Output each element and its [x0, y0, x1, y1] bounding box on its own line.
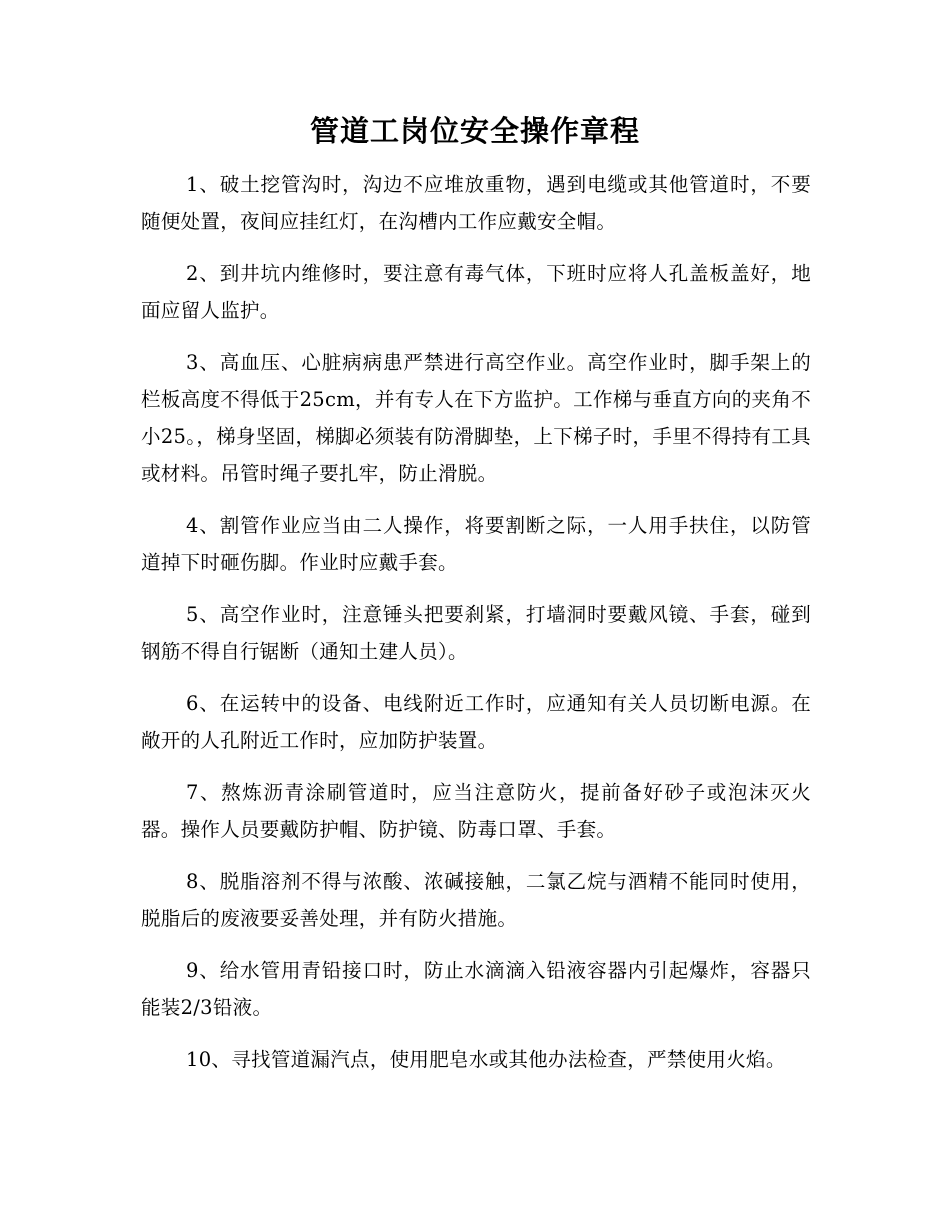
rule-paragraph-9: 9、给水管用青铅接口时，防止水滴滴入铅液容器内引起爆炸，容器只能装2/3铅液。	[141, 959, 811, 1019]
rule-paragraph-5: 5、高空作业时，注意锤头把要刹紧，打墙洞时要戴风镜、手套，碰到钢筋不得自行锯断（通知土建人员）。	[141, 603, 811, 663]
rule-paragraph-1: 1、破土挖管沟时，沟边不应堆放重物，遇到电缆或其他管道时，不要随便处置，夜间应挂红灯，在沟槽内工作应戴安全帽。	[141, 173, 811, 233]
rule-paragraph-2: 2、到井坑内维修时，要注意有毒气体，下班时应将人孔盖板盖好，地面应留人监护。	[141, 262, 811, 322]
rule-paragraph-4: 4、割管作业应当由二人操作，将要割断之际，一人用手扶住，以防管道掉下时砸伤脚。作业时应戴手套。	[141, 514, 811, 574]
rule-paragraph-3: 3、高血压、心脏病病患严禁进行高空作业。高空作业时，脚手架上的栏板高度不得低于25cm，并有专人在下方监护。工作梯与垂直方向的夹角不小25。，梯身坚固，梯脚必须装有防滑脚垫，上下梯子时，手里不得持有工具或材料。吊管时绳子要扎牢，防止滑脱。	[141, 351, 811, 485]
rule-paragraph-10: 10、寻找管道漏汽点，使用肥皂水或其他办法检查，严禁使用火焰。	[186, 1048, 786, 1071]
document-body	[141, 166, 811, 1093]
document-title: 管道工岗位安全操作章程	[309, 114, 640, 148]
rule-paragraph-7: 7、熬炼沥青涂刷管道时，应当注意防火，提前备好砂子或泡沫灭火器。操作人员要戴防护帽、防护镜、防毒口罩、手套。	[141, 781, 811, 841]
rule-paragraph-6: 6、在运转中的设备、电线附近工作时，应通知有关人员切断电源。在敞开的人孔附近工作时，应加防护装置。	[141, 692, 811, 752]
rule-paragraph-8: 8、脱脂溶剂不得与浓酸、浓碱接触，二氯乙烷与酒精不能同时使用，脱脂后的废液要妥善处理，并有防火措施。	[141, 870, 811, 930]
